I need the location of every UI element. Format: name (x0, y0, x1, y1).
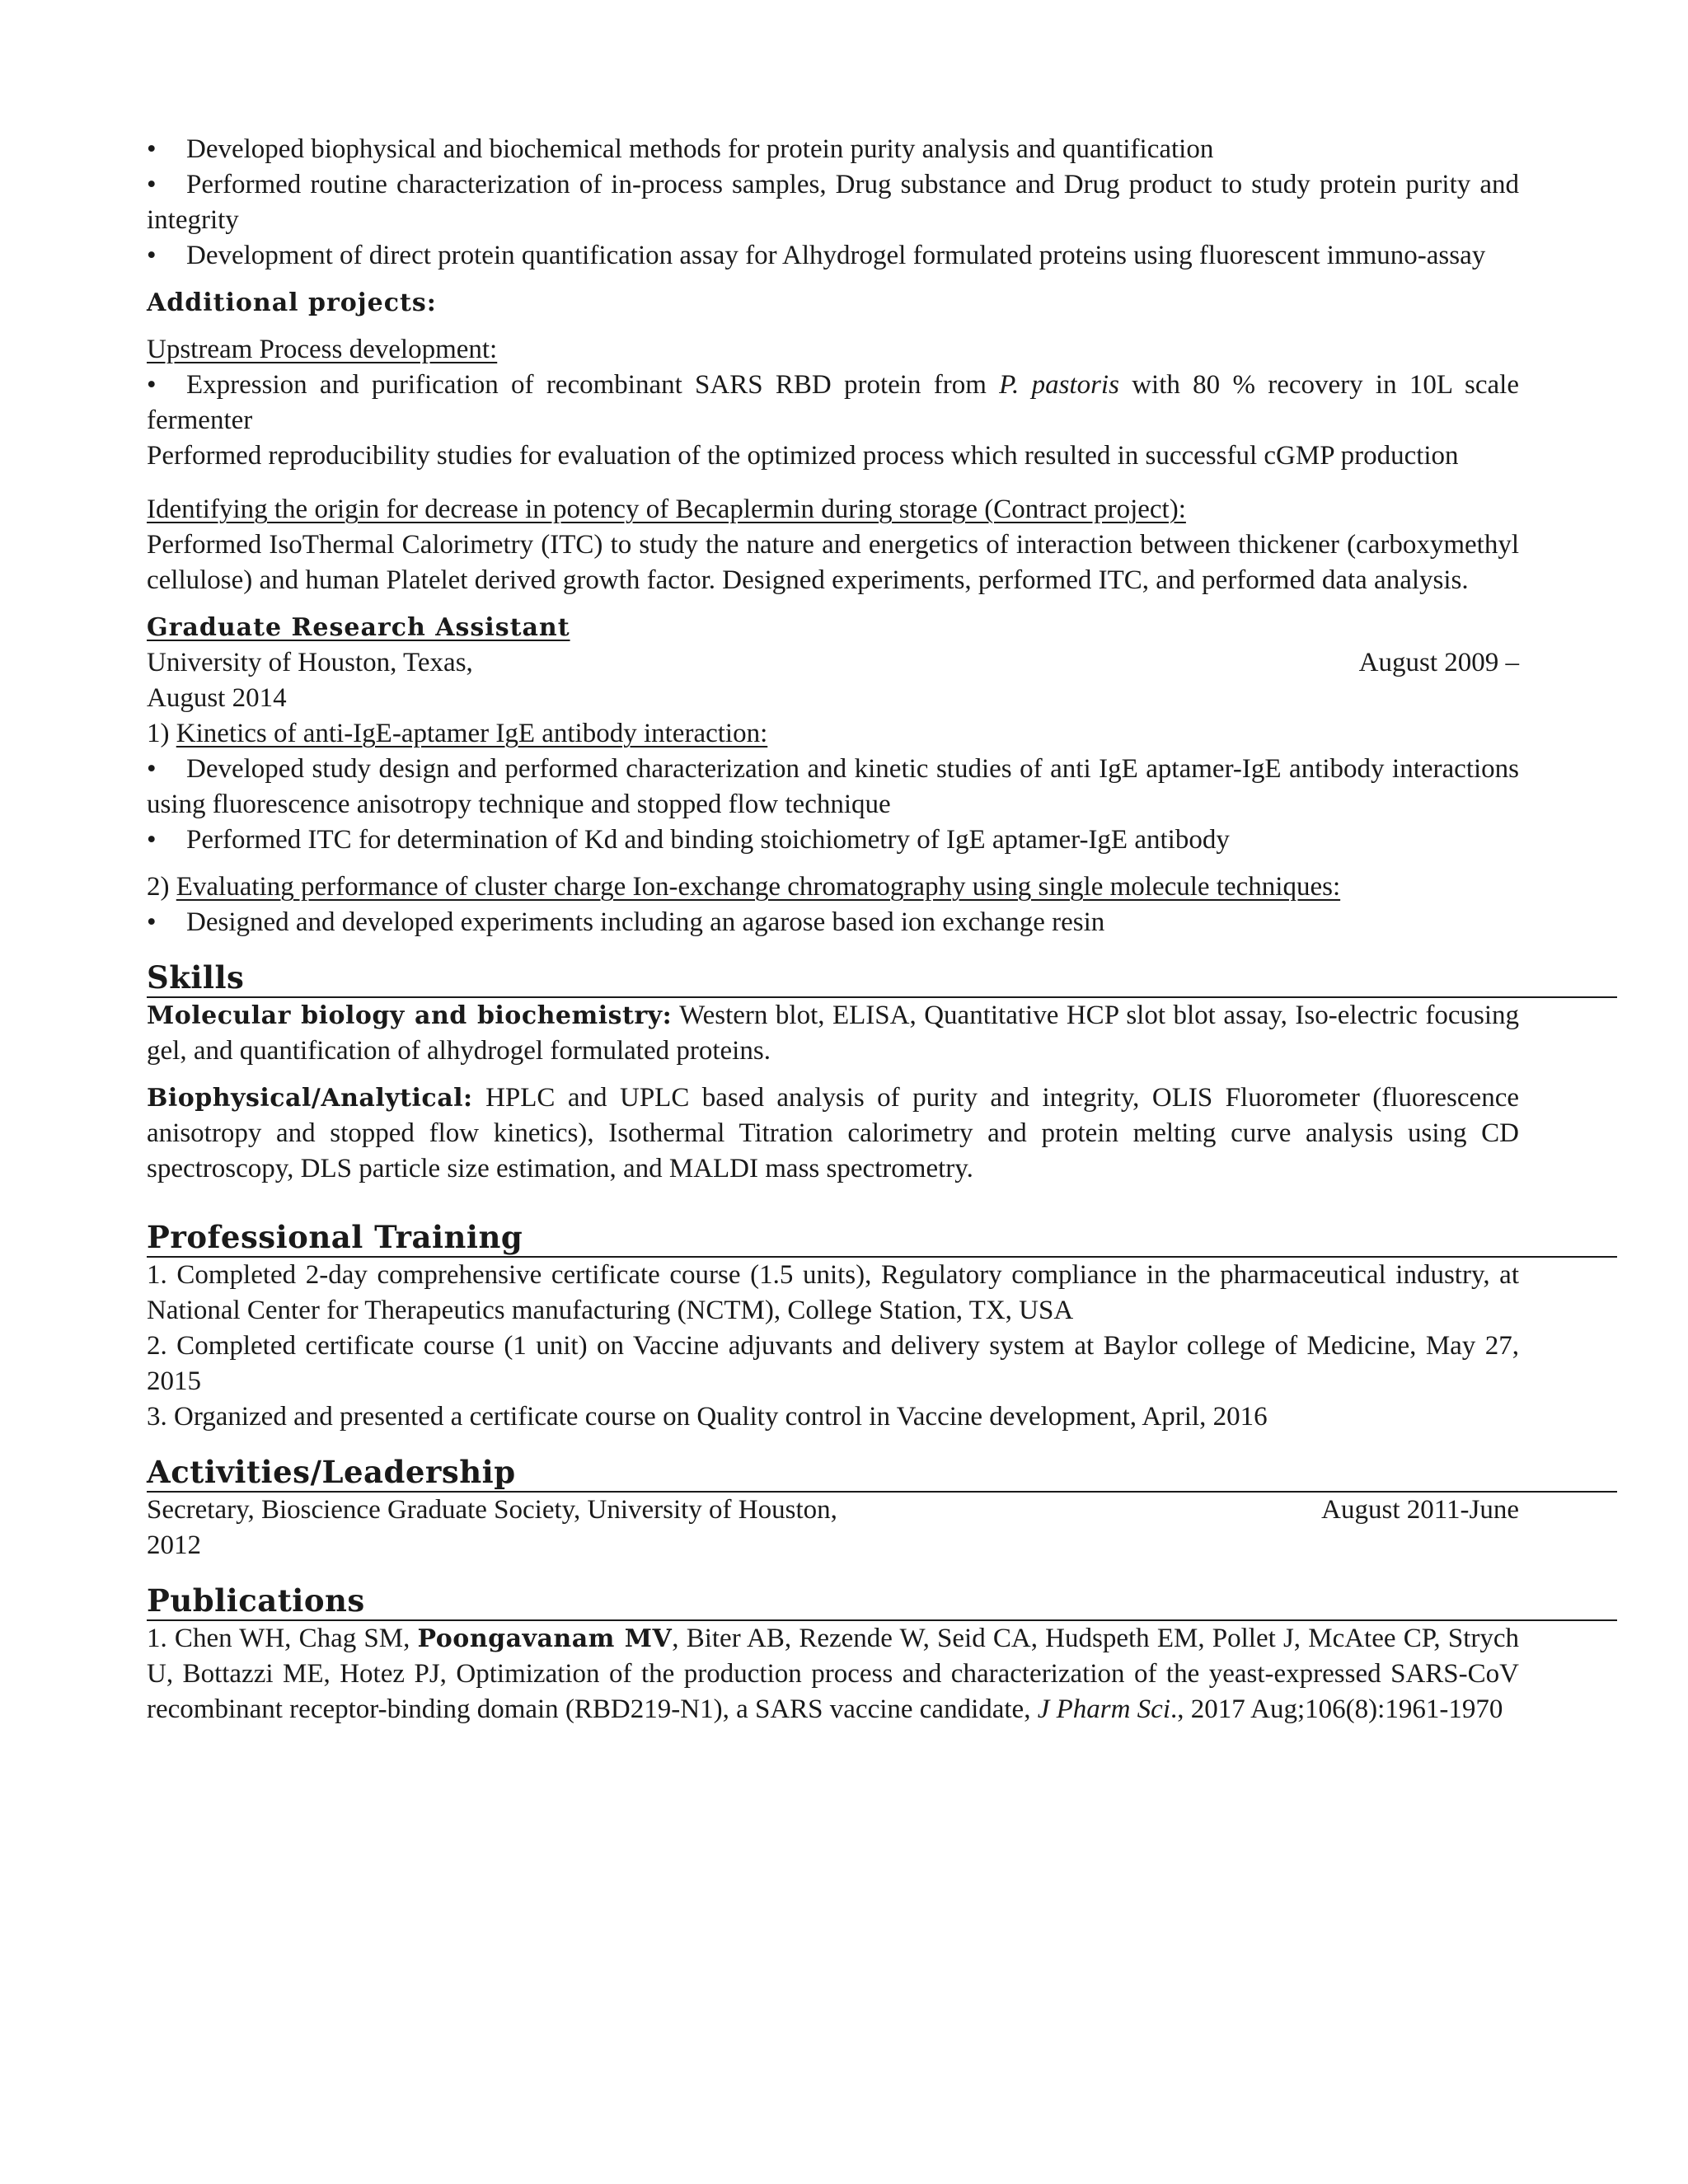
gra-location-row (147, 645, 1519, 681)
bullet-item: • Performed ITC for determination of Kd and binding stoichiometry of IgE aptamer-IgE antibody (147, 825, 1230, 855)
skills-biophysical: Biophysical/Analytical: HPLC and UPLC based analysis of purity and integrity, OLIS Fluorometer (fluorescence anisotropy and stopped flow kinetics), Isothermal Titration calorimetry and protein melting curve analysis using CD spectroscopy, DLS particle size estimation, and MALDI mass spectrometry. (147, 1083, 1519, 1183)
becaplermin-title: Identifying the origin for decrease in potency of Becaplermin during storage (Contract project): (147, 494, 1186, 524)
training-item: 2. Completed certificate course (1 unit) on Vaccine adjuvants and delivery system at Baylor college of Medicine, May 27, 2015 (147, 1331, 1519, 1396)
bullet-item: • Performed routine characterization of in-process samples, Drug substance and Drug product to study protein purity and integrity (147, 170, 1519, 235)
publication-item: 1. Chen WH, Chag SM, Poongavanam MV, Biter AB, Rezende W, Seid CA, Hudspeth EM, Pollet J, McAtee CP, Strych U, Bottazzi ME, Hotez PJ, Optimization of the production process and characterization of the yeast-expressed SARS-CoV recombinant receptor-binding domain (RBD219-N1), a SARS vaccine candidate, J Pharm Sci., 2017 Aug;106(8):1961-1970 (147, 1624, 1519, 1724)
section-activities: Activities/Leadership (147, 1453, 1617, 1493)
bullet-item: • Developed study design and performed characterization and kinetic studies of anti IgE aptamer-IgE antibody interactions using fluorescence anisotropy technique and stopped flow technique (147, 754, 1519, 819)
resume-content (147, 132, 1519, 940)
bullet-item: • Development of direct protein quantification assay for Alhydrogel formulated proteins using fluorescent immuno-assay (147, 241, 1486, 270)
gra-title: Graduate Research Assistant (147, 613, 570, 642)
activities-text: Secretary, Bioscience Graduate Society, University of Houston, (147, 1495, 837, 1525)
section-skills: Skills (147, 958, 1617, 998)
activities-row (147, 1493, 1519, 1528)
activities-date-end: 2012 (147, 1530, 201, 1560)
upstream-title: Upstream Process development: (147, 335, 498, 364)
training-item: 1. Completed 2-day comprehensive certificate course (1.5 units), Regulatory compliance in the pharmaceutical industry, at National Center for Therapeutics manufacturing (NCTM), College Station, TX, USA (147, 1260, 1519, 1325)
gra-date-start: August 2009 – (1358, 648, 1519, 677)
gra-project2-title: 2) Evaluating performance of cluster charge Ion-exchange chromatography using single molecule techniques: (147, 872, 1341, 902)
gra-location: University of Houston, Texas, (147, 648, 473, 677)
additional-projects-heading: Additional projects: (147, 288, 437, 317)
gra-date-end: August 2014 (147, 683, 287, 713)
training-item: 3. Organized and presented a certificate course on Quality control in Vaccine development, April, 2016 (147, 1402, 1268, 1432)
bullet-item: • Designed and developed experiments including an agarose based ion exchange resin (147, 907, 1105, 937)
becaplermin-text: Performed IsoThermal Calorimetry (ITC) to study the nature and energetics of interaction between thickener (carboxymethyl cellulose) and human Platelet derived growth factor. Designed experiments, performed ITC, and performed data analysis. (147, 530, 1519, 595)
skills-molecular: Molecular biology and biochemistry: Western blot, ELISA, Quantitative HCP slot blot assay, Iso-electric focusing gel, and quantification of alhydrogel formulated proteins. (147, 1001, 1519, 1066)
upstream-text: Performed reproducibility studies for evaluation of the optimized process which resulted in successful cGMP production (147, 441, 1459, 471)
resume-page (147, 132, 1617, 1727)
bullet-item: • Developed biophysical and biochemical methods for protein purity analysis and quantification (147, 134, 1214, 164)
section-publications: Publications (147, 1582, 1617, 1621)
section-professional-training: Professional Training (147, 1218, 1617, 1258)
gra-project1-title: 1) Kinetics of anti-IgE-aptamer IgE antibody interaction: (147, 719, 768, 748)
bullet-item: • Expression and purification of recombinant SARS RBD protein from P. pastoris with 80 % recovery in 10L scale fermenter (147, 370, 1519, 435)
activities-date: August 2011-June (1321, 1495, 1519, 1525)
